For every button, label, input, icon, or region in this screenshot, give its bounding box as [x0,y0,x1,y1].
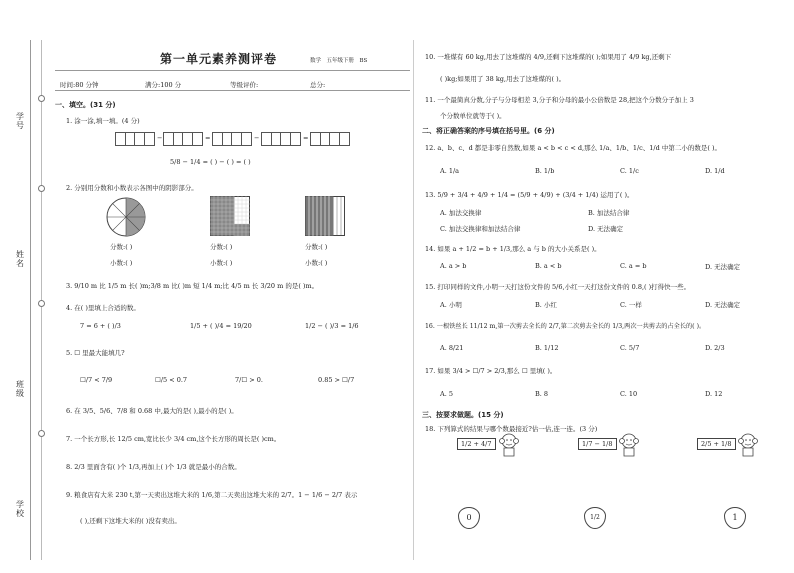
q17-option-d[interactable]: D. 12 [705,390,723,398]
q16-option-d[interactable]: D. 2/3 [705,344,725,352]
q10-text[interactable]: 10. 一堆煤有 60 kg,用去了这堆煤的 4/9,还剩下这堆煤的( );如果用了 4/9 kg,还剩下 [425,53,672,61]
q6-text[interactable]: 6. 在 3/5、5/6、7/8 和 0.68 中,最大的是( ),最小的是( )。 [66,407,238,415]
q15-option-a[interactable]: A. 小明 [440,301,462,309]
monkey-icon [737,432,759,458]
q1-minus-sign: − [254,134,260,142]
q11-text-cont[interactable]: 个分数单位就等于( )。 [440,112,506,120]
q1-grid-3[interactable] [212,132,252,146]
q4-equation-a[interactable]: 7 = 6 + ( )/3 [80,322,121,330]
q5-inequality-c[interactable]: 7/☐ > 0. [235,376,263,384]
q5-inequality-a[interactable]: ☐/7 < 7/9 [80,376,113,384]
q2-pie-figure [105,196,147,238]
q2-grid-figure [210,196,250,236]
q13-option-a[interactable]: A. 加法交换律 [440,209,482,217]
q18-target-1[interactable]: 1 [724,507,746,529]
q13-text: 13. 5/9 + 3/4 + 4/9 + 1/4 = (5/9 + 4/9) + (3/4 + 1/4) 运用了( )。 [425,191,634,199]
q2-decimal-blank-1[interactable]: 小数:( ) [110,259,133,267]
q9-answer-line[interactable]: ( ),还剩下这堆大米的( )没有卖出。 [80,517,181,525]
section-1-heading: 一、填空。(31 分) [55,101,116,109]
q4-equation-b[interactable]: 1/5 + ( )/4 = 19/20 [190,322,252,330]
q12-text: 12. a、b、c、d 都是非零自然数,如果 a < b < c < d,那么 1/a、1/b、1/c、1/d 中第二小的数是( )。 [425,144,721,152]
q10-text-cont[interactable]: ( )kg;如果用了 38 kg,用去了这堆煤的( )。 [440,75,566,83]
q16-text: 16. 一根铁丝长 11/12 m,第一次剪去全长的 2/7,第二次剪去全长的 1/3,两次一共剪去的占全长的( )。 [425,323,706,330]
q2-fraction-blank-2[interactable]: 分数:( ) [210,243,233,251]
q14-option-c[interactable]: C. a = b [620,262,647,270]
q2-decimal-blank-2[interactable]: 小数:( ) [210,259,233,267]
q5-text: 5. ☐ 里最大能填几? [66,349,125,357]
q18-expression-2[interactable]: 1/7 − 1/8 [578,438,617,450]
time-field: 时间:80 分钟 [60,81,99,89]
q14-option-a[interactable]: A. a > b [440,262,467,270]
q11-text: 11. 一个最简真分数,分子与分母相差 3,分子和分母的最小公倍数是 28,把这个分数分子加上 3 [425,96,694,104]
q1-text: 1. 涂一涂,填一填。(4 分) [66,117,140,125]
q12-option-c[interactable]: C. 1/c [620,167,639,175]
q15-option-c[interactable]: C. 一样 [620,301,642,309]
q18-text: 18. 下列算式的结果与哪个数最接近?估一估,连一连。(3 分) [425,425,598,433]
column-divider [413,40,414,560]
q2-strip-figure [305,196,345,236]
margin-line [30,40,31,560]
header-rule [55,70,410,71]
q3-text[interactable]: 3. 9/10 m 比 1/5 m 长( )m;3/8 m 比( )m 短 1/4 m;比 4/5 m 长 3/20 m 的是( )m。 [66,282,319,290]
q16-option-b[interactable]: B. 1/12 [535,344,559,352]
q13-option-b[interactable]: B. 加法结合律 [588,209,630,217]
q14-text: 14. 如果 a + 1/2 = b + 1/3,那么 a 与 b 的大小关系是( )。 [425,245,601,253]
q15-option-b[interactable]: B. 小红 [535,301,557,309]
q14-option-d[interactable]: D. 无法确定 [705,263,741,271]
binding-hole [38,185,45,192]
subject-tag: 数学 五年级下册 BS [310,58,368,64]
q1-grid-2[interactable] [163,132,203,146]
q13-option-d[interactable]: D. 无法确定 [588,225,624,233]
q16-option-a[interactable]: A. 8/21 [440,344,464,352]
q12-option-a[interactable]: A. 1/a [440,167,460,175]
q4-equation-c[interactable]: 1/2 − ( )/3 = 1/6 [305,322,359,330]
name-label: 姓名 [16,250,24,268]
q13-option-c[interactable]: C. 加法交换律和加法结合律 [440,225,521,233]
q15-text: 15. 打印同样的文件,小明一天打这份文件的 5/6,小红一天打这份文件的 0.8,( )打得快一些。 [425,283,691,291]
q1-grid-4[interactable] [261,132,301,146]
binding-hole [38,430,45,437]
q17-option-c[interactable]: C. 10 [620,390,638,398]
q1-equation[interactable]: 5/8 − 1/4 = ( ) − ( ) = ( ) [170,158,251,166]
q9-text: 9. 粮食店有大米 230 t,第一天卖出这堆大米的 1/6,第二天卖出这堆大米的 2/7。1 − 1/6 − 2/7 表示 [66,491,358,499]
q1-grid-1[interactable] [115,132,155,146]
q5-inequality-b[interactable]: ☐/5 < 0.7 [155,376,188,384]
q14-option-b[interactable]: B. a < b [535,262,562,270]
q17-text: 17. 如果 3/4 > ☐/7 > 2/3,那么 ☐ 里填( )。 [425,367,557,375]
q1-minus-sign: − [157,134,163,142]
q18-expression-1[interactable]: 1/2 + 4/7 [457,438,496,450]
binding-hole [38,95,45,102]
q18-target-half[interactable]: 1/2 [584,507,606,529]
q15-option-d[interactable]: D. 无法确定 [705,301,741,309]
seat-label: 学号 [16,112,24,130]
q2-fraction-blank-1[interactable]: 分数:( ) [110,243,133,251]
q5-inequality-d[interactable]: 0.85 > ☐/7 [318,376,355,384]
grade-field[interactable]: 等级评价: [230,81,259,89]
total-field[interactable]: 总分: [310,81,326,89]
header-rule [55,90,410,91]
q17-option-a[interactable]: A. 5 [440,390,453,398]
q17-option-b[interactable]: B. 8 [535,390,549,398]
q7-text[interactable]: 7. 一个长方形,长 12/5 cm,宽比长少 3/4 cm,这个长方形的周长是( )cm。 [66,435,281,443]
q2-text: 2. 分别用分数和小数表示各图中的阴影部分。 [66,184,198,192]
q8-text[interactable]: 8. 2/3 里面含有( )个 1/3,再加上( )个 1/3 就是最小的合数。 [66,463,241,471]
q18-expression-3[interactable]: 2/5 + 1/8 [697,438,736,450]
q1-grid-5[interactable] [310,132,350,146]
q2-fraction-blank-3[interactable]: 分数:( ) [305,243,328,251]
monkey-icon [498,432,520,458]
q16-option-c[interactable]: C. 5/7 [620,344,640,352]
q12-option-d[interactable]: D. 1/d [705,167,725,175]
page-title: 第一单元素养测评卷 [160,52,278,66]
q12-option-b[interactable]: B. 1/b [535,167,555,175]
school-label: 学校 [16,500,24,518]
q18-target-0[interactable]: 0 [458,507,480,529]
q2-decimal-blank-3[interactable]: 小数:( ) [305,259,328,267]
q1-equals-sign: = [303,134,309,142]
q4-text: 4. 在( )里填上合适的数。 [66,304,140,312]
binding-hole [38,300,45,307]
q1-equals-sign: = [205,134,211,142]
class-label: 班级 [16,380,24,398]
score-field: 满分:100 分 [145,81,182,89]
monkey-icon [618,432,640,458]
section-2-heading: 二、将正确答案的序号填在括号里。(6 分) [422,127,555,135]
section-3-heading: 三、按要求做题。(15 分) [422,411,504,419]
